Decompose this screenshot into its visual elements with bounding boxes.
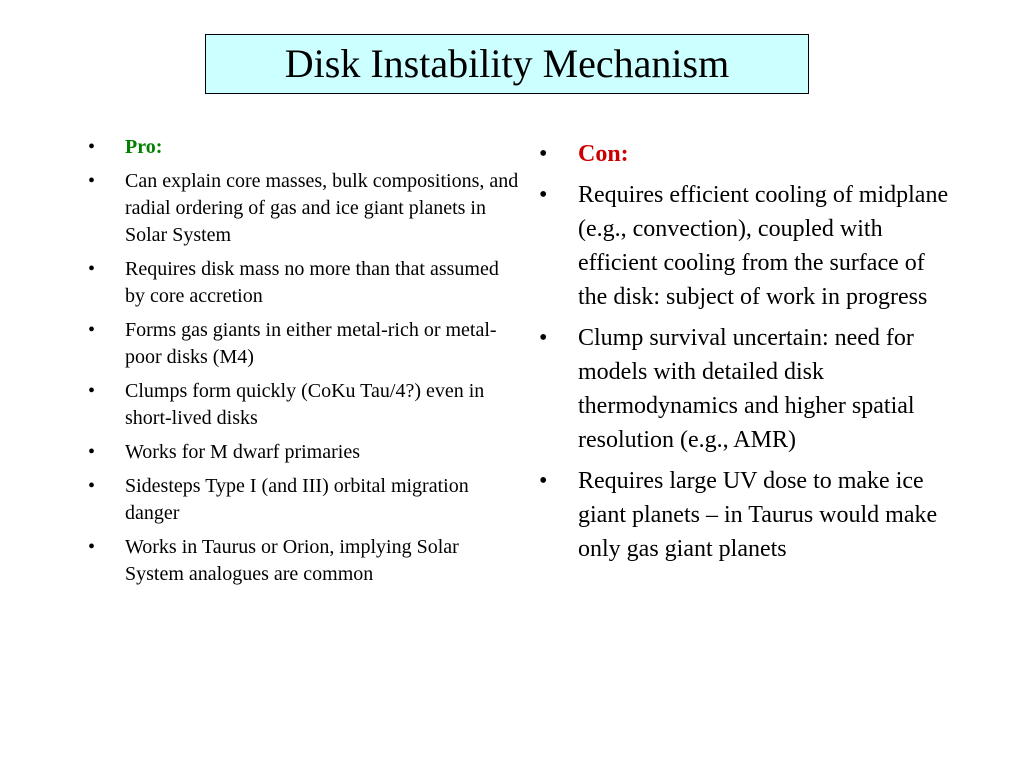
pro-item-text: Clumps form quickly (CoKu Tau/4?) even in short-lived disks [125,380,485,429]
con-heading-item [539,137,959,171]
pro-item-text: Works for M dwarf primaries [125,441,360,463]
bullet-icon: • [88,170,96,192]
bullet-icon: • [88,536,96,558]
bullet-icon: • [88,319,96,341]
con-heading: Con: [578,141,629,167]
pro-item [88,168,520,249]
con-item-text: Requires large UV dose to make ice giant planets – in Taurus would make only gas giant planets [578,468,938,562]
bullet-icon: • [88,258,96,280]
slide-title: Disk Instability Mechanism [284,41,730,86]
pro-item-text: Can explain core masses, bulk compositions, and radial ordering of gas and ice giant planets in Solar System [125,170,519,246]
con-item-text: Requires efficient cooling of midplane (e.g., convection), coupled with efficient cooling from the surface of the disk: subject of work in progress [578,182,949,310]
pro-item [88,256,520,310]
con-column [539,137,959,573]
title-box [205,34,809,94]
pro-item-text: Forms gas giants in either metal-rich or metal-poor disks (M4) [125,319,497,368]
bullet-icon: • [539,468,548,494]
con-item [539,178,959,314]
con-item [539,464,959,566]
pro-item-text: Sidesteps Type I (and III) orbital migration danger [125,475,469,524]
bullet-icon: • [539,141,548,167]
pro-heading-item [88,134,520,161]
pro-item [88,378,520,432]
bullet-icon: • [88,136,96,158]
pro-item-text: Works in Taurus or Orion, implying Solar System analogues are common [125,536,459,585]
pro-heading: Pro: [125,136,163,158]
bullet-icon: • [88,475,96,497]
con-item-text: Clump survival uncertain: need for models with detailed disk thermodynamics and higher spatial resolution (e.g., AMR) [578,325,915,453]
pro-item-text: Requires disk mass no more than that assumed by core accretion [125,258,499,307]
bullet-icon: • [539,182,548,208]
pro-item [88,534,520,588]
pro-item [88,317,520,371]
pro-item [88,473,520,527]
pro-item [88,439,520,466]
bullet-icon: • [539,325,548,351]
bullet-icon: • [88,380,96,402]
bullet-icon: • [88,441,96,463]
con-item [539,321,959,457]
pro-column [88,134,520,595]
